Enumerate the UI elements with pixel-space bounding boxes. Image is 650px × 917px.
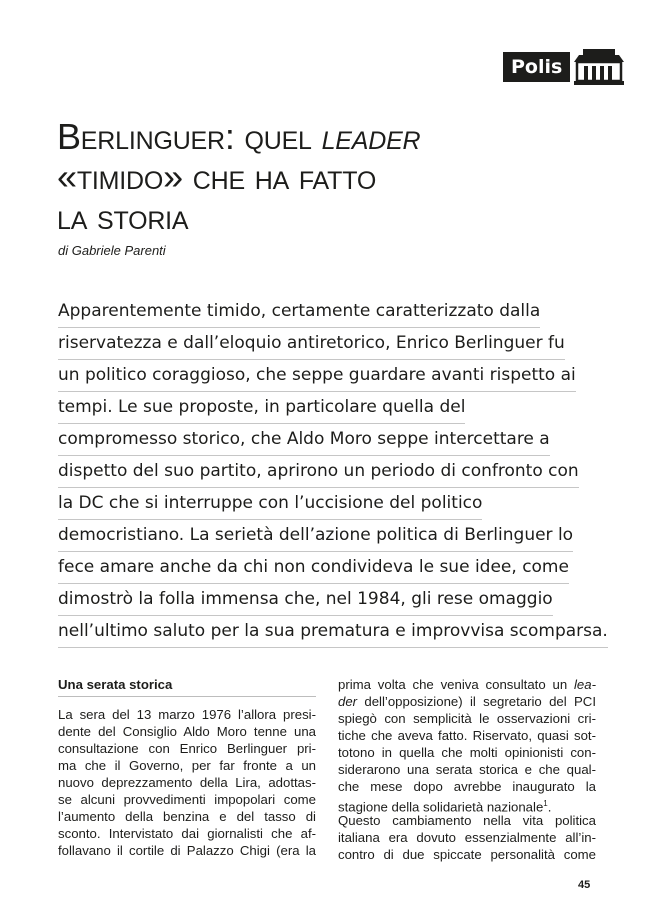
lead-line: tempi. Le sue proposte, in particolare quella del bbox=[58, 392, 465, 424]
byline: di Gabriele Parenti bbox=[58, 243, 166, 258]
lead-line: fece amare anche da chi non condivideva le sue idee, come bbox=[58, 552, 569, 584]
lead-line: compromesso storico, che Aldo Moro seppe intercettare a bbox=[58, 424, 550, 456]
section-heading: Una serata storica bbox=[58, 676, 316, 697]
body-line: sconto. Intervistato dai giornalisti che af- bbox=[58, 826, 316, 841]
title-line-2: «timido» che ha fatto bbox=[57, 156, 377, 197]
lead-line: Apparentemente timido, certamente caratterizzato dalla bbox=[58, 296, 540, 328]
building-icon bbox=[574, 49, 624, 85]
lead-line: la DC che si interruppe con l’uccisione del politico bbox=[58, 488, 482, 520]
body-line: spiegò con semplicità le osservazioni cri- bbox=[338, 711, 596, 726]
body-line: l’aumento della benzina e del tasso di bbox=[58, 809, 316, 824]
lead-line: riservatezza e dall’eloquio antiretorico, Enrico Berlinguer fu bbox=[58, 328, 565, 360]
lead-line: un politico coraggioso, che seppe guardare avanti rispetto ai bbox=[58, 360, 576, 392]
body-line: contro di due spiccate personalità come bbox=[338, 847, 596, 862]
article-title bbox=[57, 117, 617, 237]
body-column-left bbox=[58, 676, 316, 859]
body-line: La sera del 13 marzo 1976 l’allora presi- bbox=[58, 707, 316, 722]
page-number: 45 bbox=[578, 879, 591, 891]
title-line-1: Berlinguer: quel leader bbox=[57, 116, 421, 157]
body-line: che mese dopo avrebbe inaugurato la bbox=[338, 779, 596, 794]
lead-line: nell’ultimo saluto per la sua prematura e improvvisa scomparsa. bbox=[58, 616, 608, 648]
section-badge-label: Polis bbox=[503, 52, 570, 82]
body-column-right bbox=[338, 676, 596, 863]
body-line: siderarono una serata storica e che qual- bbox=[338, 762, 596, 777]
body-line: nuovo deprezzamento della Lira, adottas- bbox=[58, 775, 316, 790]
body-line: dente del Consiglio Aldo Moro tenne una bbox=[58, 724, 316, 739]
title-italic-word: leader bbox=[321, 116, 421, 157]
body-line: consultazione con Enrico Berlinguer pri- bbox=[58, 741, 316, 756]
body-line: tiche che aveva fatto. Riservato, quasi sot- bbox=[338, 728, 596, 743]
lead-line: democristiano. La serietà dell’azione politica di Berlinguer lo bbox=[58, 520, 573, 552]
body-line: ma che il Governo, per far fronte a un bbox=[58, 758, 316, 773]
body-line: der dell’opposizione) il segretario del PCI bbox=[338, 694, 596, 709]
body-line: Questo cambiamento nella vita politica bbox=[338, 813, 596, 828]
left-column-body bbox=[58, 706, 316, 859]
body-line: follavano il cortile di Palazzo Chigi (era la bbox=[58, 843, 316, 858]
body-line: se alcuni provvedimenti impopolari come bbox=[58, 792, 316, 807]
body-line: totono in quella che molti opinionisti con- bbox=[338, 745, 596, 760]
body-line: stagione della solidarietà nazionale$^1$. bbox=[338, 799, 552, 815]
footnote-ref[interactable]: 1 bbox=[543, 799, 548, 808]
lead-paragraph bbox=[58, 296, 608, 648]
body-line: italiana era dovuto essenzialmente all’in- bbox=[338, 830, 596, 845]
section-badge bbox=[503, 52, 624, 82]
title-line-3: la storia bbox=[57, 196, 189, 237]
body-line: prima volta che veniva consultato un lea- bbox=[338, 677, 596, 692]
lead-line: dispetto del suo partito, aprirono un periodo di confronto con bbox=[58, 456, 579, 488]
lead-line: dimostrò la folla immensa che, nel 1984, gli rese omaggio bbox=[58, 584, 553, 616]
